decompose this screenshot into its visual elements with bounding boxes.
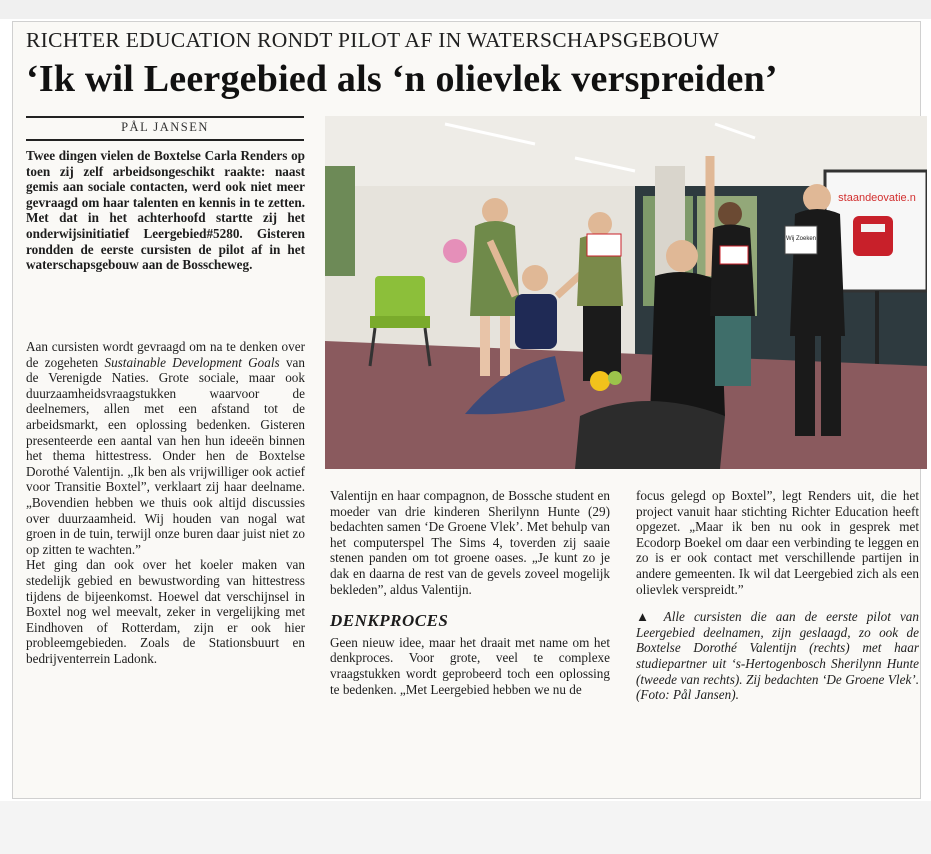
- sdg-term: Sustainable Development Goals: [104, 354, 280, 370]
- top-band: [0, 0, 931, 19]
- col1-p1-text: Aan cursisten wordt gevraagd om na te denken over de zogeheten: [26, 339, 305, 370]
- certificate-text: Wij Zoeken: [785, 236, 817, 242]
- byline: PÅL JANSEN: [121, 120, 209, 134]
- byline-rule-bottom: [26, 139, 304, 141]
- caption-triangle-icon: ▲: [636, 609, 655, 625]
- col1-p1-text-cont: van de Verenigde Naties. Grote sociale, maar ook duurzaamheidsvraagstukken waarvoor de deelnemers, allen met een afstand tot de arbeidsmarkt, een oplossing bedenken. Gisteren presenteerde een aantal van hen hun ideeën binnen het thema hittestress. Onder hen de Boxtelse Dorothé Valentijn. „Ik ben als vrijwilliger ook actief voor Transitie Boxtel”, verklaart zij haar deelname. „Bovendien hebben we thuis ook altijd discussies over duurzaamheid. Wij houden van nogal wat groen in de tuin, terwijl onze buren daar juist niet zo op zitten te wachten.”: [26, 354, 305, 557]
- subhead-denkproces: DENKPROCES: [330, 611, 449, 631]
- col2-paragraph-1: Valentijn en haar compagnon, de Bossche student en moeder van drie kinderen Sherilynn Hunte (29) bedachten samen ‘De Groene Vlek’. Met behulp van het computerspel The Sims 4, toverden zij saaie stenen panden om tot groene oases. „Je kunt zo je dak en daarna de rest van de gevels zoveel mogelijk bekleden”, aldus Valentijn.: [330, 488, 610, 597]
- person-5: [710, 202, 755, 386]
- column-3: [636, 488, 919, 703]
- screen-text: staandeovatie.n: [838, 192, 916, 204]
- col1-paragraph-1: [26, 339, 305, 557]
- intro-paragraph: Twee dingen vielen de Boxtelse Carla Renders op toen zij zelf arbeidsongeschikt raakte: naast gemis aan sociale contacten, werd ook niet meer gevraagd om haar talenten en kennis in te zetten. Met dat in het achterhoofd startte zij het onderwijsinitiatief Leergebied#5280. Gisteren rondden de eerste cursisten de pilot af in het waterschapsgebouw aan de Bosscheweg.: [26, 148, 305, 273]
- col1-paragraph-2: Het ging dan ook over het koeler maken van stedelijk gebied en bewustwording van hittestress tijdens de bijeenkomst. Hoewel dat verschijnsel in Boxtel nog wel meevalt, zeker in vergelijking met Eindhoven of Rotterdam, zijn er ook hier probleemgebieden. Zoals de Stationsbuurt en bedrijventerrein Ladonk.: [26, 557, 305, 666]
- photo-caption: [636, 609, 919, 703]
- byline-rule-top: [26, 116, 304, 118]
- kicker: RICHTER EDUCATION RONDT PILOT AF IN WATERSCHAPSGEBOUW: [26, 28, 720, 52]
- article-photo: [325, 116, 927, 469]
- caption-text: Alle cursisten die aan de eerste pilot van Leergebied deelnamen, zijn geslaagd, zo ook de Boxtelse Dorothé Valentijn (rechts) met haar studiepartner uit ‘s-Hertogenbosch Sherilynn Hunte (tweede van rechts). Zij bedachten ‘De Groene Vlek’. (Foto: Pål Jansen).: [636, 609, 919, 703]
- bottom-band: [0, 801, 931, 854]
- headline: ‘Ik wil Leergebied als ‘n olievlek verspreiden’: [26, 58, 778, 100]
- person-3: [577, 212, 623, 381]
- column-1: [26, 339, 305, 666]
- column-2: [330, 488, 610, 697]
- col2-paragraph-2: Geen nieuw idee, maar het draait met name om het denkproces. Voor grote, veel te complexe vraagstukken wordt geprobeerd toch een oplossing te bedenken. „Met Leergebied hebben we nu de: [330, 634, 610, 697]
- col3-paragraph-1: focus gelegd op Boxtel”, legt Renders uit, die het project vanuit haar stichting Richter Education heeft opgezet. „Maar ik ben nu ook in gesprek met Ecodorp Boekel om daar een verbinding te leggen en zo is er ook contact met verschillende partijen in andere gemeenten. Ik wil dat Leergebied zich als een olievlek verspreidt.”: [636, 488, 919, 597]
- photo-illustration: [325, 116, 927, 469]
